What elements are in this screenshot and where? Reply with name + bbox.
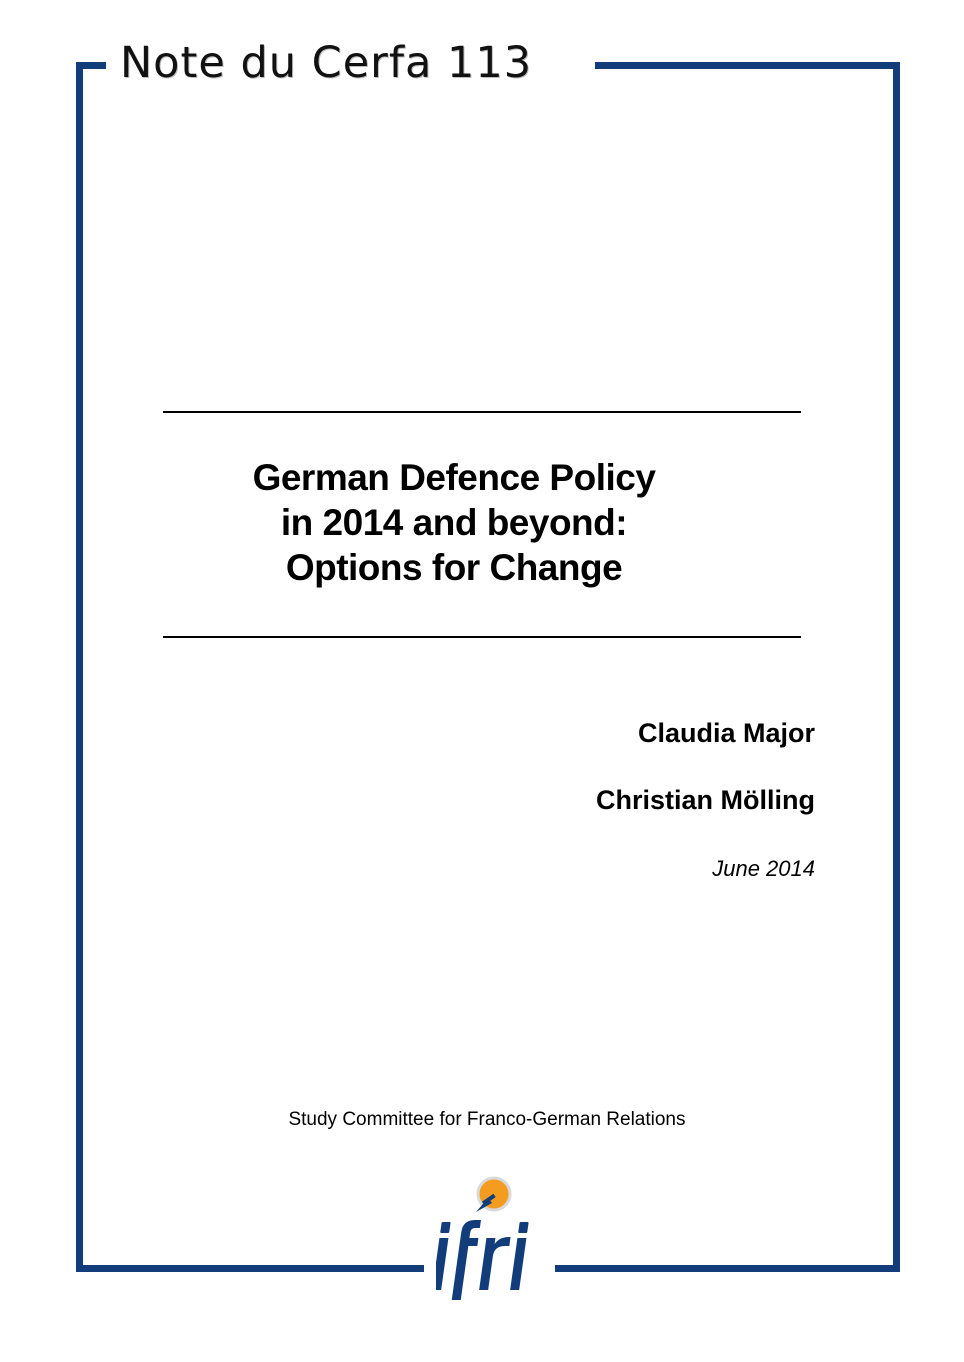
frame-right	[893, 62, 900, 1272]
title-rule-top	[163, 411, 801, 413]
committee-name: Study Committee for Franco-German Relations	[288, 1109, 686, 1130]
ifri-logo-icon	[436, 1170, 546, 1310]
document-title-line-3: Options for Change	[285, 547, 623, 588]
document-title	[163, 455, 745, 590]
publication-date: June 2014	[712, 856, 815, 881]
document-title-line-1: German Defence Policy	[252, 457, 656, 498]
frame-top-right	[595, 62, 900, 69]
title-rule-bottom	[163, 636, 801, 638]
author-2: Christian Mölling	[596, 785, 815, 815]
author-1: Claudia Major	[637, 718, 815, 748]
series-title: Note du Cerfa 113	[120, 38, 533, 88]
frame-left	[76, 62, 83, 1272]
document-title-line-2: in 2014 and beyond:	[280, 502, 628, 543]
frame-bottom-right	[555, 1265, 900, 1272]
frame-bottom-left	[76, 1265, 424, 1272]
